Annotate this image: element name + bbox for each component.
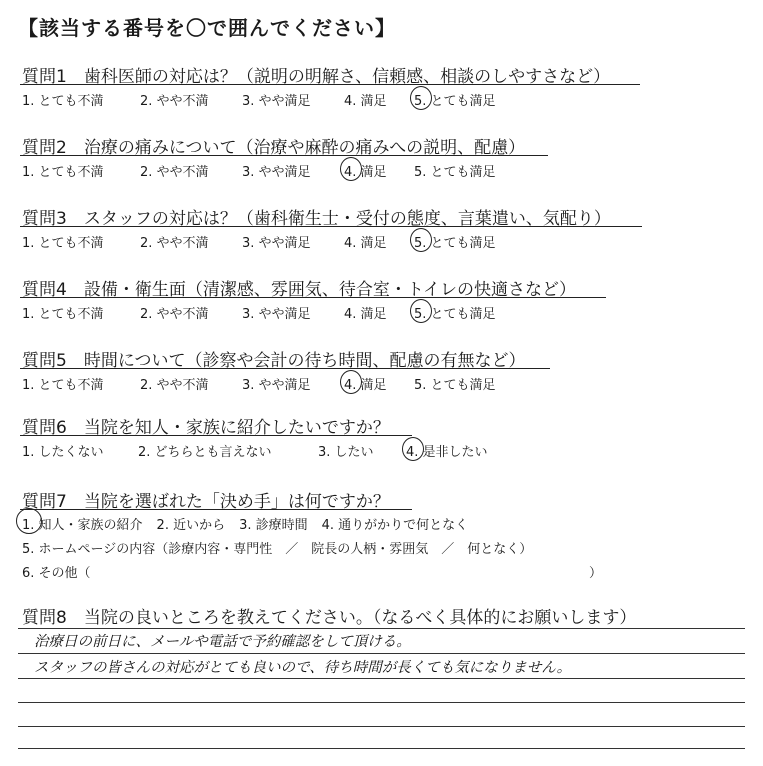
q4-option-4[interactable]: 4. 満足: [344, 307, 387, 322]
q5-option-5[interactable]: 5. とても満足: [414, 378, 496, 393]
q7-option-2[interactable]: 2. 近いから: [156, 518, 226, 533]
q7-option-3[interactable]: 3. 診療時間: [239, 518, 308, 533]
q7-option-6-label: 6. その他（: [22, 566, 91, 581]
q3-option-5[interactable]: 5. とても満足: [414, 236, 496, 251]
q4-answer-circle: [410, 299, 432, 323]
q6-option-1[interactable]: 1. したくない: [22, 445, 104, 460]
q5-option-3[interactable]: 3. やや満足: [242, 378, 311, 393]
q6-answer-circle: [402, 437, 424, 461]
question-7-label: 質問7 当院を選ばれた「決め手」は何ですか？: [22, 492, 390, 512]
q1-option-2[interactable]: 2. やや不満: [140, 94, 209, 109]
question-1-label: 質問1 歯科医師の対応は？（説明の明解さ、信頼感、相談のしやすさなど）: [22, 67, 611, 87]
q7-option-1[interactable]: 1. 知人・家族の紹介: [22, 518, 143, 533]
q2-option-1[interactable]: 1. とても不満: [22, 165, 104, 180]
question-3-underline: [20, 226, 642, 227]
q2-option-2[interactable]: 2. やや不満: [140, 165, 209, 180]
q1-option-1[interactable]: 1. とても不満: [22, 94, 104, 109]
q7-option-6[interactable]: [22, 562, 602, 581]
q7-option-5[interactable]: 5. ホームページの内容（診療内容・専門性 ／ 院長の人柄・雰囲気 ／ 何となく）: [22, 542, 533, 557]
q5-option-1[interactable]: 1. とても不満: [22, 378, 104, 393]
q2-option-5[interactable]: 5. とても満足: [414, 165, 496, 180]
q2-option-4[interactable]: 4. 満足: [344, 165, 387, 180]
q5-option-2[interactable]: 2. やや不満: [140, 378, 209, 393]
q4-option-3[interactable]: 3. やや満足: [242, 307, 311, 322]
answer-line-2: [18, 653, 745, 654]
answer-line-3: [18, 678, 745, 679]
q7-answer-circle: [16, 508, 42, 534]
q1-option-3[interactable]: 3. やや満足: [242, 94, 311, 109]
page-title: 【該当する番号を〇で囲んでください】: [18, 16, 396, 40]
q4-option-1[interactable]: 1. とても不満: [22, 307, 104, 322]
q1-answer-circle: [410, 86, 432, 110]
question-1-underline: [20, 84, 640, 85]
question-2-label: 質問2 治療の痛みについて（治療や麻酔の痛みへの説明、配慮）: [22, 138, 526, 158]
question-2-underline: [20, 155, 548, 156]
q6-option-3[interactable]: 3. したい: [318, 445, 374, 460]
answer-line-5: [18, 726, 745, 727]
question-5-underline: [20, 368, 550, 369]
q1-option-5[interactable]: 5. とても満足: [414, 94, 496, 109]
answer-line-1: [18, 628, 745, 629]
question-7-underline: [20, 509, 412, 510]
question-5-label: 質問5 時間について（診察や会計の待ち時間、配慮の有無など）: [22, 351, 526, 371]
q3-answer-circle: [410, 228, 432, 252]
answer-line-4: [18, 702, 745, 703]
question-7-options-line1: [22, 514, 482, 533]
q7-option-4[interactable]: 4. 通りがかりで何となく: [321, 518, 469, 533]
q2-option-3[interactable]: 3. やや満足: [242, 165, 311, 180]
question-6-underline: [20, 435, 412, 436]
q3-option-3[interactable]: 3. やや満足: [242, 236, 311, 251]
question-8-label: 質問8 当院の良いところを教えてください。（なるべく具体的にお願いします）: [22, 608, 637, 628]
q4-option-2[interactable]: 2. やや不満: [140, 307, 209, 322]
question-4-underline: [20, 297, 606, 298]
q3-option-1[interactable]: 1. とても不満: [22, 236, 104, 251]
q1-option-4[interactable]: 4. 満足: [344, 94, 387, 109]
q5-option-4[interactable]: 4. 満足: [344, 378, 387, 393]
q6-option-4[interactable]: 4. 是非したい: [406, 445, 488, 460]
answer-line-6: [18, 748, 745, 749]
q3-option-2[interactable]: 2. やや不満: [140, 236, 209, 251]
question-4-label: 質問4 設備・衛生面（清潔感、雰囲気、待合室・トイレの快適さなど）: [22, 280, 576, 300]
handwritten-answer-2[interactable]: スタッフの皆さんの対応がとても良いので、待ち時間が長くても気になりません。: [34, 660, 572, 676]
q2-answer-circle: [340, 157, 362, 181]
q7-option-6-close: ）: [588, 566, 602, 581]
question-6-label: 質問6 当院を知人・家族に紹介したいですか？: [22, 418, 390, 438]
q5-answer-circle: [340, 370, 362, 394]
q4-option-5[interactable]: 5. とても満足: [414, 307, 496, 322]
q3-option-4[interactable]: 4. 満足: [344, 236, 387, 251]
question-3-label: 質問3 スタッフの対応は？（歯科衛生士・受付の態度、言葉遣い、気配り）: [22, 209, 611, 229]
q6-option-2[interactable]: 2. どちらとも言えない: [138, 445, 272, 460]
handwritten-answer-1[interactable]: 治療日の前日に、メールや電話で予約確認をして頂ける。: [34, 634, 411, 650]
